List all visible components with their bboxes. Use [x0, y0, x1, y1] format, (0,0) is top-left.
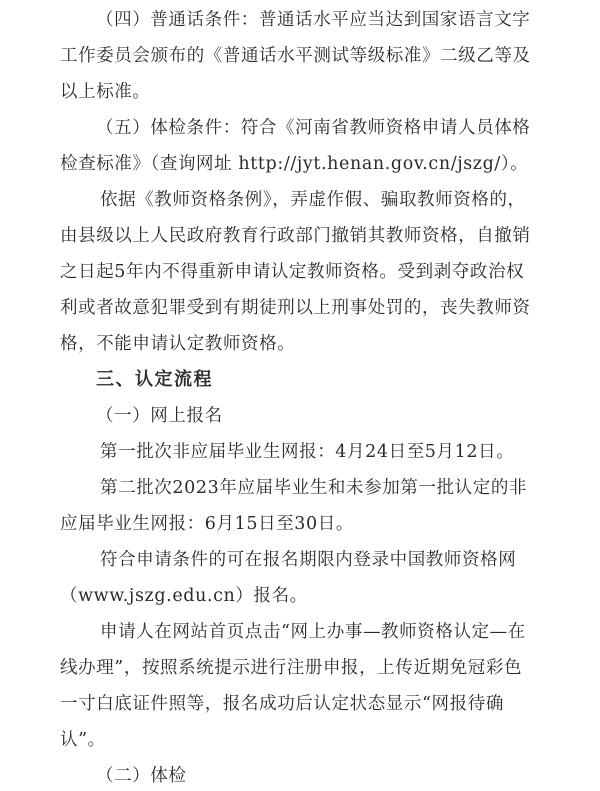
paragraph-regulation-line-1: 依据《教师资格条例》，弄虚作假、骗取教师资格的， — [100, 190, 526, 210]
subsection-heading-online: （一）网上报名 — [96, 406, 223, 426]
paragraph-regulation-line-2: 由县级以上人民政府教育行政部门撤销其教师资格，自撤销 — [60, 226, 531, 246]
paragraph-physical-line-1: （五）体检条件：符合《河南省教师资格申请人员体格 — [96, 118, 531, 138]
paragraph-regulation-line-4: 利或者故意犯罪受到有期徒刑以上刑事处罚的，丧失教师资 — [60, 298, 531, 318]
paragraph-apply-line-2: 线办理”，按照系统提示进行注册申报，上传近期免冠彩色 — [60, 658, 523, 678]
paragraph-website-line-2: （www.jszg.edu.cn）报名。 — [60, 586, 308, 606]
paragraph-apply-line-3: 一寸白底证件照等，报名成功后认定状态显示“网报待确 — [60, 694, 504, 714]
paragraph-batch2-line-2: 应届毕业生网报：6月15日至30日。 — [60, 514, 354, 534]
section-heading-process: 三、认定流程 — [96, 369, 213, 390]
paragraph-regulation-line-3: 之日起5年内不得重新申请认定教师资格。受到剥夺政治权 — [60, 262, 525, 282]
paragraph-apply-line-1: 申请人在网站首页点击“网上办事—教师资格认定—在 — [100, 622, 526, 642]
paragraph-website-line-1: 符合申请条件的可在报名期限内登录中国教师资格网 — [100, 550, 517, 570]
paragraph-physical-line-2: 检查标准》（查询网址 http://jyt.henan.gov.cn/jszg/）。 — [60, 154, 529, 174]
subsection-heading-physical-exam: （二）体检 — [96, 766, 187, 786]
paragraph-regulation-line-5: 格，不能申请认定教师资格。 — [60, 334, 296, 354]
paragraph-putonghua-line-3: 以上标准。 — [60, 82, 151, 102]
paragraph-putonghua-line-1: （四）普通话条件：普通话水平应当达到国家语言文字 — [96, 10, 531, 30]
paragraph-putonghua-line-2: 工作委员会颁布的《普通话水平测试等级标准》二级乙等及 — [60, 46, 531, 66]
paragraph-batch2-line-1: 第二批次2023年应届毕业生和未参加第一批认定的非 — [100, 478, 528, 498]
paragraph-apply-line-4: 认”。 — [60, 730, 106, 750]
paragraph-batch1: 第一批次非应届毕业生网报：4月24日至5月12日。 — [100, 442, 515, 462]
